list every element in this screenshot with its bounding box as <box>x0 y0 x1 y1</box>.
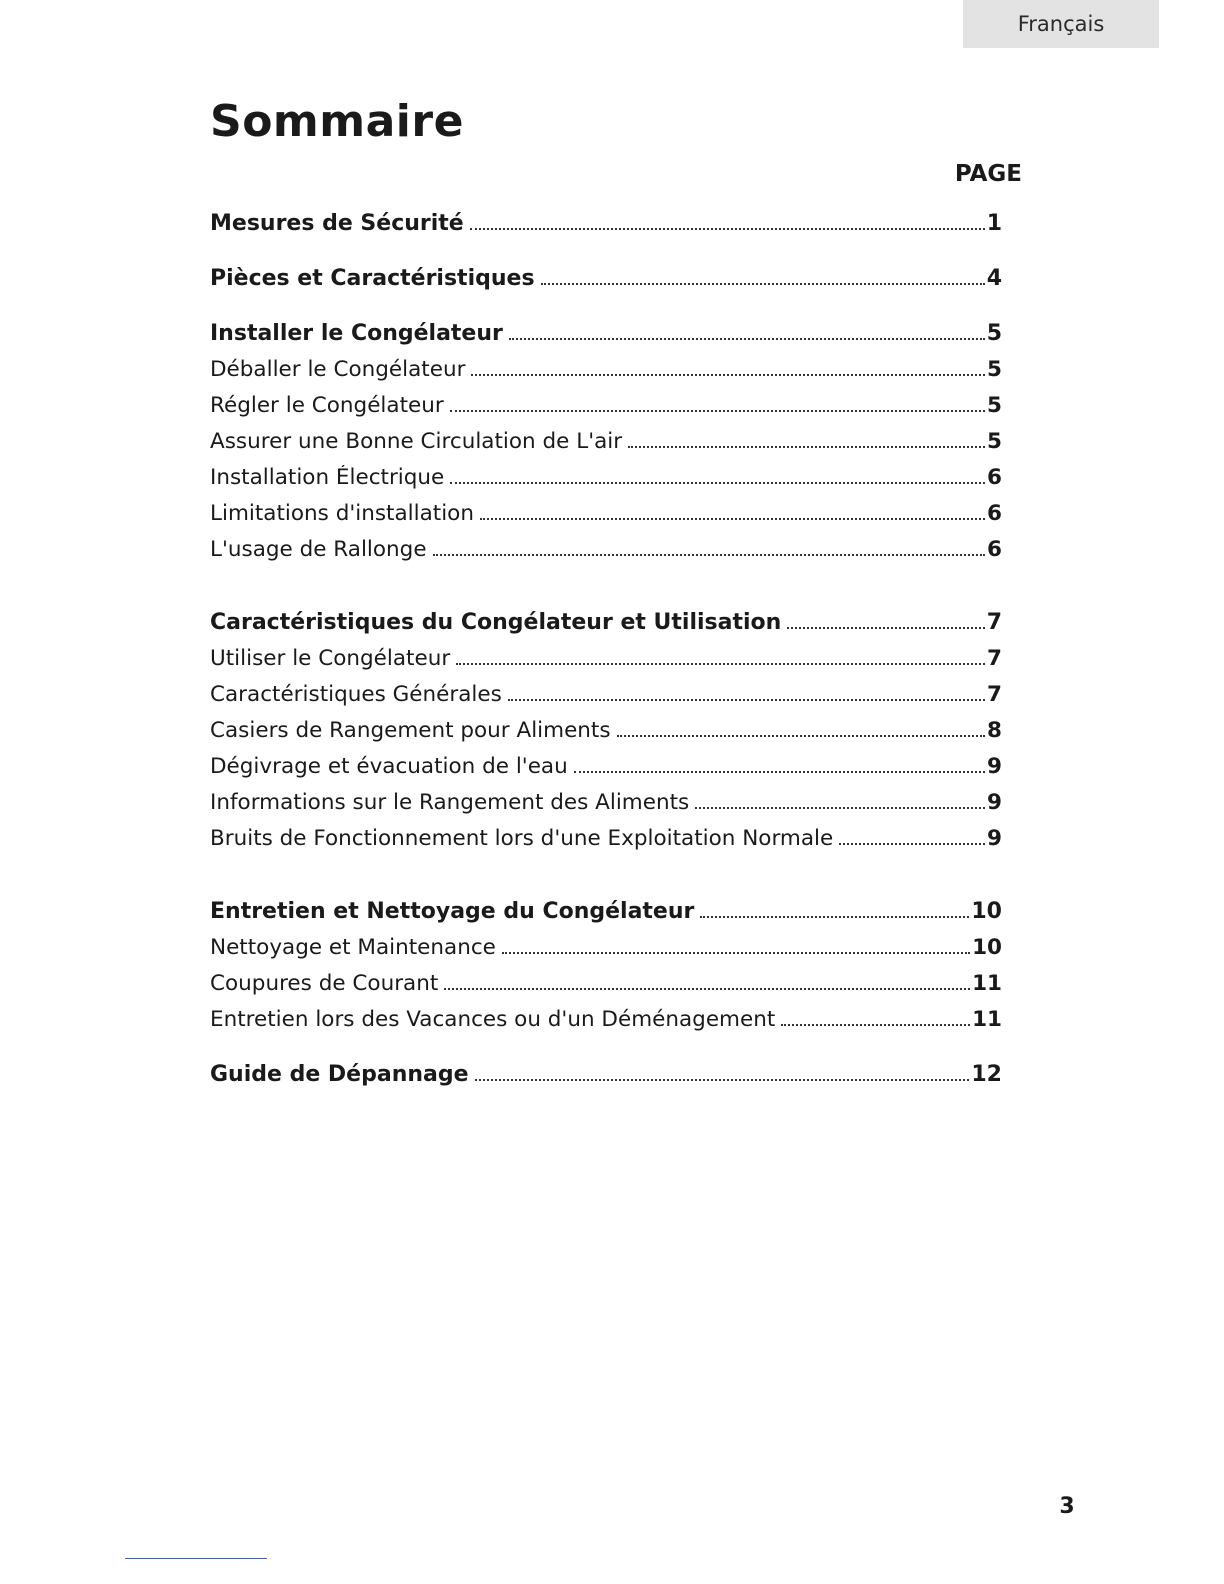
toc-section-label: Installer le Congélateur <box>210 321 503 346</box>
toc-page-number: 5 <box>987 357 1002 382</box>
toc-item[interactable] <box>210 971 1002 1007</box>
toc-page-number: 7 <box>987 646 1002 671</box>
toc-page-number: 6 <box>987 537 1002 562</box>
toc-item[interactable] <box>210 718 1002 754</box>
toc-item[interactable] <box>210 393 1002 429</box>
page-number: 3 <box>1059 1494 1075 1519</box>
leader-dots <box>508 699 985 701</box>
toc-page-number: 5 <box>986 321 1002 346</box>
toc-page-number: 11 <box>972 971 1002 996</box>
leader-dots <box>444 988 970 990</box>
toc-item-label: Installation Électrique <box>210 465 445 490</box>
leader-dots <box>695 807 985 809</box>
toc-item-label: L'usage de Rallonge <box>210 537 427 562</box>
leader-dots <box>839 843 985 845</box>
toc-item-label: Dégivrage et évacuation de l'eau <box>210 754 568 779</box>
leader-dots <box>574 771 985 773</box>
leader-dots <box>541 283 985 285</box>
toc-section-label: Pièces et Caractéristiques <box>210 266 535 291</box>
toc-page-number: 10 <box>972 935 1002 960</box>
toc-page-number: 7 <box>986 610 1002 635</box>
leader-dots <box>433 554 985 556</box>
toc-item[interactable] <box>210 1007 1002 1043</box>
toc-item-label: Bruits de Fonctionnement lors d'une Exploitation Normale <box>210 826 834 851</box>
toc-page-number: 10 <box>971 899 1002 924</box>
toc-item-label: Nettoyage et Maintenance <box>210 935 496 960</box>
toc-page-number: 9 <box>987 826 1002 851</box>
toc-item[interactable] <box>210 357 1002 393</box>
leader-dots <box>470 228 985 230</box>
toc-section-guide-de-depannage[interactable] <box>210 1062 1002 1098</box>
leader-dots <box>475 1079 970 1081</box>
toc-item-label: Entretien lors des Vacances ou d'un Déménagement <box>210 1007 776 1032</box>
toc-item-label: Casiers de Rangement pour Aliments <box>210 718 611 743</box>
toc-section-pieces-et-caracteristiques[interactable] <box>210 266 1002 302</box>
toc-section-installer-le-congelateur[interactable] <box>210 321 1002 357</box>
toc-item[interactable] <box>210 790 1002 826</box>
toc-section-label: Guide de Dépannage <box>210 1062 469 1087</box>
toc-item-label: Coupures de Courant <box>210 971 439 996</box>
toc-page-number: 5 <box>987 393 1002 418</box>
toc-section-label: Caractéristiques du Congélateur et Utilisation <box>210 610 782 635</box>
leader-dots <box>617 735 985 737</box>
leader-dots <box>456 663 985 665</box>
language-tab: Français <box>963 0 1159 48</box>
toc-page-number: 6 <box>987 501 1002 526</box>
toc-page-number: 7 <box>987 682 1002 707</box>
leader-dots <box>787 627 984 629</box>
toc-item[interactable] <box>210 465 1002 501</box>
leader-dots <box>502 952 970 954</box>
toc-item[interactable] <box>210 826 1002 862</box>
page-column-label: PAGE <box>954 161 1022 187</box>
toc-item[interactable] <box>210 682 1002 718</box>
toc-item[interactable] <box>210 501 1002 537</box>
toc-item-label: Informations sur le Rangement des Aliments <box>210 790 690 815</box>
toc-item[interactable] <box>210 935 1002 971</box>
toc-item-label: Utiliser le Congélateur <box>210 646 451 671</box>
toc-page-number: 9 <box>987 790 1002 815</box>
toc-page-number: 6 <box>987 465 1002 490</box>
toc-page-number: 8 <box>987 718 1002 743</box>
leader-dots <box>781 1024 970 1026</box>
toc-item[interactable] <box>210 429 1002 465</box>
toc-page-number: 12 <box>971 1062 1002 1087</box>
toc-item[interactable] <box>210 646 1002 682</box>
leader-dots <box>480 518 985 520</box>
toc-section-caracteristiques-et-utilisation[interactable] <box>210 610 1002 646</box>
toc-section-label: Mesures de Sécurité <box>210 211 464 236</box>
toc-page-number: 5 <box>987 429 1002 454</box>
toc-section-label: Entretien et Nettoyage du Congélateur <box>210 899 695 924</box>
toc-section-mesures-de-securite[interactable] <box>210 211 1002 247</box>
toc-item[interactable] <box>210 537 1002 573</box>
leader-dots <box>700 916 969 918</box>
toc-page-number: 11 <box>972 1007 1002 1032</box>
page-title: Sommaire <box>210 96 464 147</box>
toc-item-label: Déballer le Congélateur <box>210 357 466 382</box>
leader-dots <box>471 374 985 376</box>
toc-section-entretien-et-nettoyage[interactable] <box>210 899 1002 935</box>
leader-dots <box>509 338 985 340</box>
toc-item-label: Caractéristiques Générales <box>210 682 502 707</box>
toc-item[interactable] <box>210 754 1002 790</box>
leader-dots <box>628 446 985 448</box>
toc-item-label: Assurer une Bonne Circulation de L'air <box>210 429 623 454</box>
toc-page-number: 4 <box>986 266 1002 291</box>
toc-item-label: Régler le Congélateur <box>210 393 444 418</box>
footer-rule <box>125 1558 267 1559</box>
table-of-contents <box>210 211 1002 1098</box>
leader-dots <box>450 410 985 412</box>
toc-page-number: 9 <box>987 754 1002 779</box>
leader-dots <box>450 482 985 484</box>
toc-page-number: 1 <box>986 211 1002 236</box>
toc-item-label: Limitations d'installation <box>210 501 474 526</box>
